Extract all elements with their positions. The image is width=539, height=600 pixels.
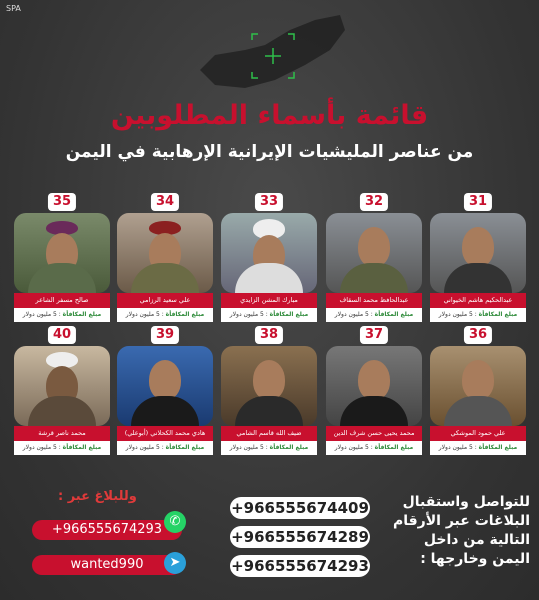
wanted-number: 34	[151, 193, 179, 211]
yemen-map-icon	[195, 10, 350, 95]
portrait-photo	[14, 346, 110, 426]
wanted-number: 38	[255, 326, 283, 344]
portrait-photo	[14, 213, 110, 293]
wanted-name: ضيف الله قاسم الشامي	[221, 426, 317, 441]
wanted-name: هادي محمد الكحلاني (أبوعلي)	[117, 426, 213, 441]
wanted-card	[14, 327, 110, 458]
phone-number-1[interactable]: +966555674409	[231, 499, 369, 517]
wanted-card	[430, 194, 526, 325]
wanted-card	[117, 327, 213, 458]
reward-text: مبلغ المكافأة : 5 مليون دولار	[14, 308, 110, 322]
wanted-name: عبدالحكيم هاشم الخيواني	[430, 293, 526, 308]
contact-instructions: للتواصل واستقبال البلاغات عبر الأرقام التالية من داخل اليمن وخارجها :	[393, 494, 530, 567]
wanted-card	[430, 327, 526, 458]
portrait-photo	[221, 346, 317, 426]
spa-logo	[6, 4, 21, 13]
wanted-card	[326, 327, 422, 458]
wanted-number: 37	[360, 326, 388, 344]
portrait-photo	[326, 346, 422, 426]
phone-number-2[interactable]: +966555674289	[231, 528, 369, 546]
portrait-photo	[326, 213, 422, 293]
wanted-name: محمد يحيى حسن شرف الدين	[326, 426, 422, 441]
wanted-number: 32	[360, 193, 388, 211]
wanted-card	[117, 194, 213, 325]
reward-text: مبلغ المكافأة : 5 مليون دولار	[117, 441, 213, 455]
wanted-number: 31	[464, 193, 492, 211]
wanted-name: صالح مسفر الشاعر	[14, 293, 110, 308]
wanted-name: محمد ناصر قرشة	[14, 426, 110, 441]
wanted-name: عبدالحافظ محمد السقاف	[326, 293, 422, 308]
portrait-photo	[221, 213, 317, 293]
wanted-number: 39	[151, 326, 179, 344]
telegram-icon: ➤	[164, 552, 186, 574]
wanted-name: مبارك المشن الزايدي	[221, 293, 317, 308]
whatsapp-number[interactable]: +966555674293	[32, 520, 182, 540]
wanted-card	[326, 194, 422, 325]
reward-text: مبلغ المكافأة : 5 مليون دولار	[430, 308, 526, 322]
reward-text: مبلغ المكافأة : 5 مليون دولار	[14, 441, 110, 455]
wanted-number: 33	[255, 193, 283, 211]
wanted-number: 35	[48, 193, 76, 211]
portrait-photo	[117, 346, 213, 426]
wanted-name: علي حمود الموشكي	[430, 426, 526, 441]
reward-text: مبلغ المكافأة : 5 مليون دولار	[430, 441, 526, 455]
whatsapp-icon: ✆	[164, 511, 186, 533]
reward-text: مبلغ المكافأة : 5 مليون دولار	[221, 308, 317, 322]
spa-logo-text: SPA	[6, 4, 21, 13]
phone-number-3[interactable]: +966555674293	[231, 557, 369, 575]
wanted-number: 40	[48, 326, 76, 344]
portrait-photo	[430, 213, 526, 293]
wanted-card	[221, 194, 317, 325]
wanted-number: 36	[464, 326, 492, 344]
page-title: قائمة بأسماء المطلوبين	[110, 100, 429, 131]
wanted-name: علي سعيد الرزامي	[117, 293, 213, 308]
wanted-card	[14, 194, 110, 325]
reward-text: مبلغ المكافأة : 5 مليون دولار	[221, 441, 317, 455]
reward-text: مبلغ المكافأة : 5 مليون دولار	[117, 308, 213, 322]
reward-text: مبلغ المكافأة : 5 مليون دولار	[326, 441, 422, 455]
page-subtitle: من عناصر المليشيات الإيرانية الإرهابية في اليمن	[65, 142, 474, 162]
report-label: وللبلاغ عبر :	[58, 489, 137, 504]
telegram-handle[interactable]: wanted990	[32, 555, 182, 575]
portrait-photo	[117, 213, 213, 293]
wanted-card	[221, 327, 317, 458]
portrait-photo	[430, 346, 526, 426]
reward-text: مبلغ المكافأة : 5 مليون دولار	[326, 308, 422, 322]
